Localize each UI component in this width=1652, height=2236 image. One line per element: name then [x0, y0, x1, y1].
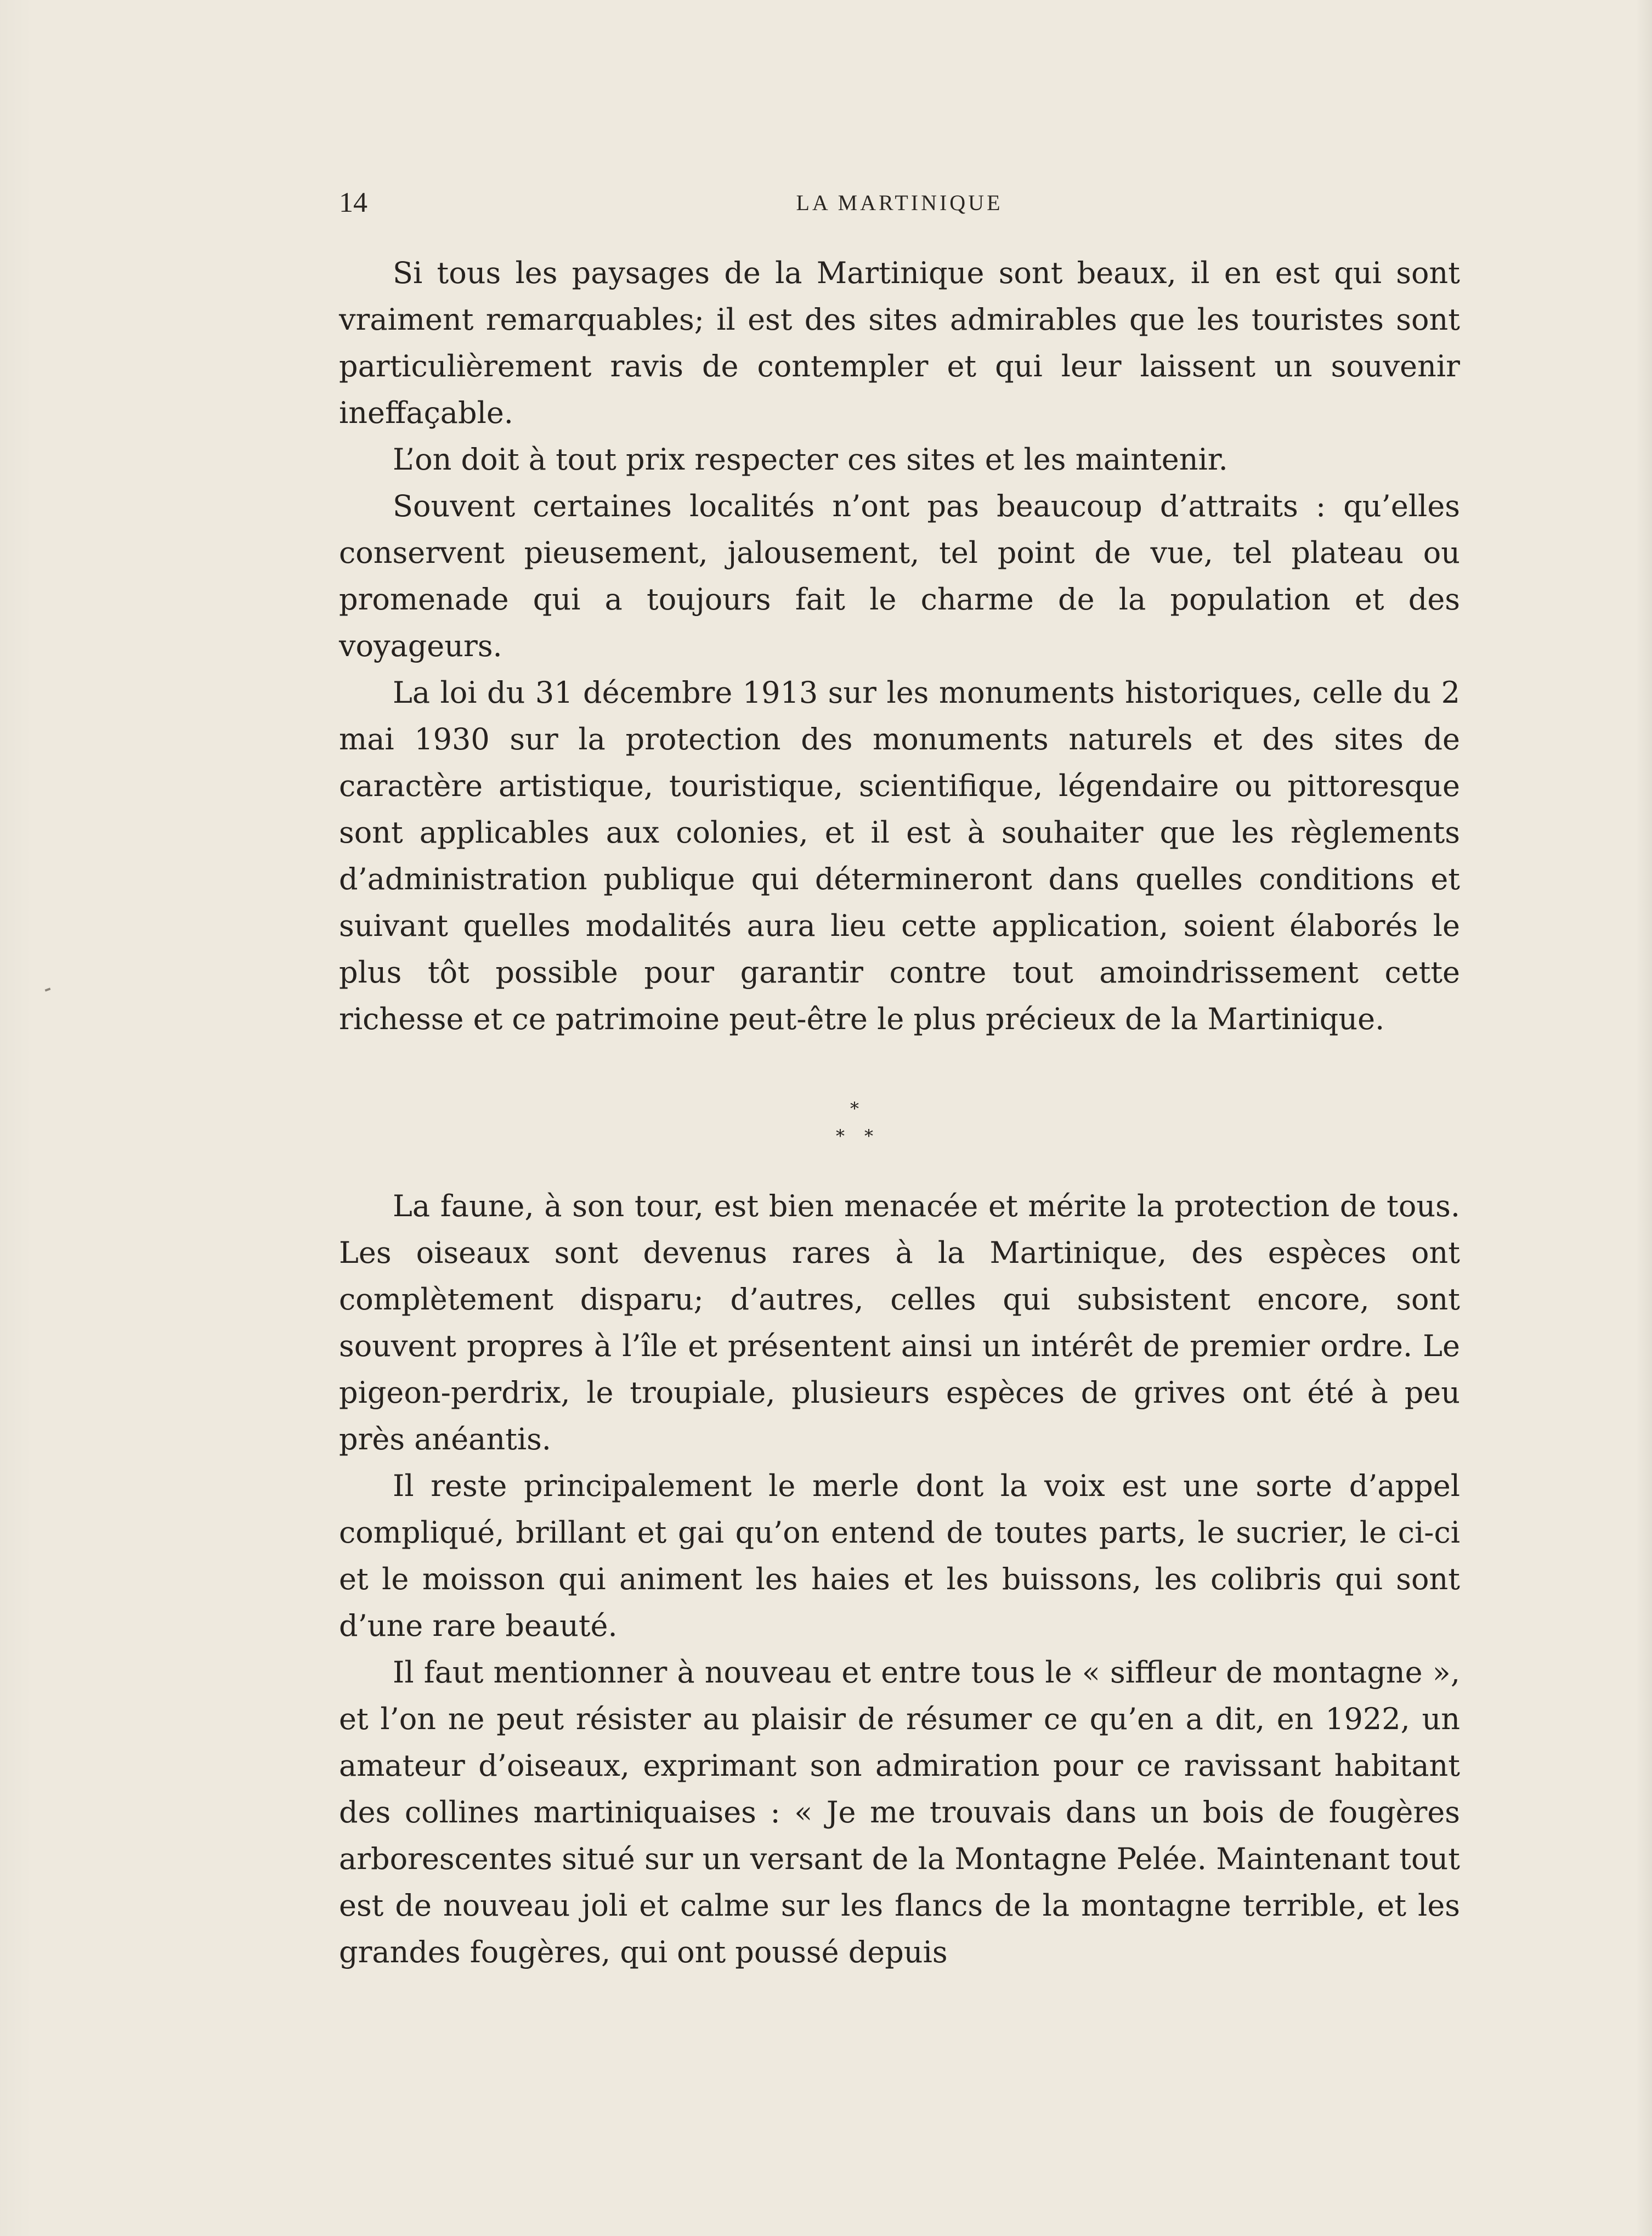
paragraph: Souvent certaines localités n’ont pas beaucoup d’attraits : qu’elles conservent pieusement, jalousement, tel point de vue, tel plateau ou promenade qui a toujours fait le charme de la population et des voyageurs.	[339, 489, 1460, 663]
page-edge-shadow	[1636, 0, 1652, 2236]
text-section-faune	[339, 1183, 1460, 1975]
margin-speck	[45, 987, 51, 991]
paragraph: Il faut mentionner à nouveau et entre tous le « siffleur de montagne », et l’on ne peut résister au plaisir de résumer ce qu’en a dit, en 1922, un amateur d’oiseaux, exprimant son admiration pour ce ravissant habitant des collines martiniquaises : « Je me trouvais dans un bois de fougères arborescentes situé sur un versant de la Montagne Pelée. Maintenant tout est de nouveau joli et calme sur les flancs de la montagne terrible, et les grandes fougères, qui ont poussé depuis	[339, 1655, 1460, 1969]
paragraph: L’on doit à tout prix respecter ces sites et les maintenir.	[393, 442, 1228, 477]
star-icon: *	[864, 1126, 873, 1147]
star-icon: *	[850, 1098, 859, 1119]
paragraph: Il reste principalement le merle dont la voix est une sorte d’appel compliqué, brillant et gai qu’on entend de toutes parts, le sucrier, le ci-ci et le moisson qui animent les haies et les buissons, les colibris qui sont d’une rare beauté.	[339, 1469, 1460, 1643]
paragraph: La loi du 31 décembre 1913 sur les monuments historiques, celle du 2 mai 1930 sur la protection des monuments naturels et des sites de caractère artistique, touristique, scientifique, légendaire ou pittoresque sont applicables aux colonies, et il est à souhaiter que les règlements d’administration publique qui détermineront dans quelles conditions et suivant quelles modalités aura lieu cette application, soient élaborés le plus tôt possible pour garantir contre tout amoindrissement cette richesse et ce patrimoine peut-être le plus précieux de la Martinique.	[339, 675, 1460, 1036]
running-title: LA MARTINIQUE	[796, 190, 1003, 215]
running-head	[339, 187, 1460, 230]
asterism-separator	[826, 1100, 892, 1160]
paragraph: La faune, à son tour, est bien menacée et mérite la protection de tous. Les oiseaux sont devenus rares à la Martinique, des espèces ont complètement disparu; d’autres, celles qui subsistent encore, sont souvent propres à l’île et présentent ainsi un intérêt de premier ordre. Le pigeon-perdrix, le troupiale, plusieurs espèces de grives ont été à peu près anéantis.	[339, 1189, 1460, 1456]
text-section-sites	[339, 250, 1460, 1042]
paragraph: Si tous les paysages de la Martinique sont beaux, il en est qui sont vraiment remarquables; il est des sites admirables que les touristes sont particulièrement ravis de contempler et qui leur laissent un souvenir ineffaçable.	[339, 256, 1460, 430]
page-number: 14	[339, 187, 367, 218]
star-icon: *	[836, 1126, 845, 1147]
